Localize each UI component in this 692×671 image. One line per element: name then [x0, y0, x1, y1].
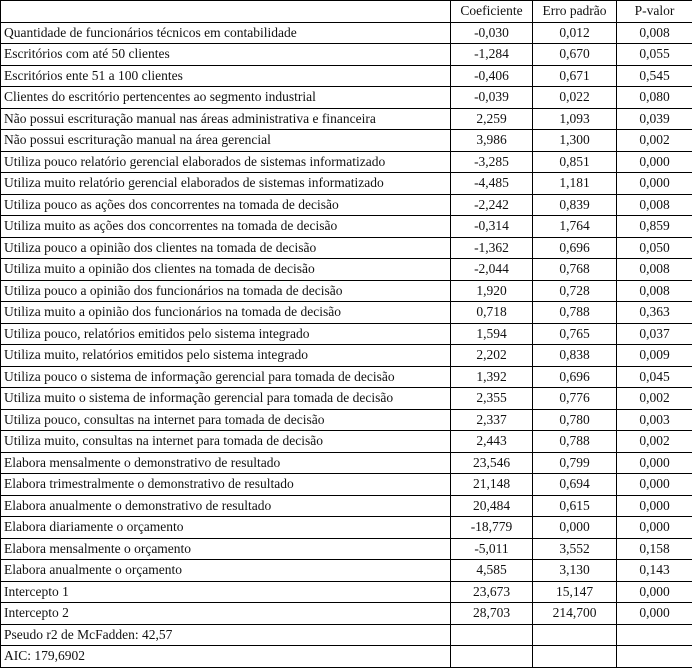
aic-note: AIC: 179,6902: [1, 646, 451, 668]
table-row: [1, 538, 692, 560]
erro-padrao-cell: 0,765: [533, 323, 617, 345]
table-row: [1, 302, 692, 324]
erro-padrao-cell: 0,696: [533, 366, 617, 388]
table-row: [1, 517, 692, 539]
p-valor-cell: 0,039: [617, 108, 692, 130]
header-p-valor: P-valor: [617, 1, 692, 23]
p-valor-cell: 0,008: [617, 280, 692, 302]
table-row: [1, 44, 692, 66]
p-valor-cell: 0,000: [617, 452, 692, 474]
table-row: [1, 237, 692, 259]
coeficiente-cell: 23,546: [451, 452, 533, 474]
p-valor-cell: 0,045: [617, 366, 692, 388]
table-row: [1, 216, 692, 238]
coeficiente-cell: 2,443: [451, 431, 533, 453]
coeficiente-cell: -0,314: [451, 216, 533, 238]
erro-padrao-cell: 0,799: [533, 452, 617, 474]
p-valor-cell: 0,000: [617, 173, 692, 195]
variable-cell: Utiliza pouco a opinião dos funcionários na tomada de decisão: [1, 280, 451, 302]
coeficiente-cell: 1,392: [451, 366, 533, 388]
coeficiente-cell: 1,920: [451, 280, 533, 302]
coeficiente-cell: 2,202: [451, 345, 533, 367]
p-valor-cell: 0,545: [617, 65, 692, 87]
erro-padrao-cell: 0,839: [533, 194, 617, 216]
coeficiente-cell: -1,362: [451, 237, 533, 259]
variable-cell: Intercepto 2: [1, 603, 451, 625]
p-valor-cell: 0,000: [617, 603, 692, 625]
coeficiente-cell: 20,484: [451, 495, 533, 517]
coeficiente-cell: 21,148: [451, 474, 533, 496]
variable-cell: Elabora trimestralmente o demonstrativo de resultado: [1, 474, 451, 496]
variable-cell: Utiliza pouco, relatórios emitidos pelo sistema integrado: [1, 323, 451, 345]
coeficiente-cell: 4,585: [451, 560, 533, 582]
coeficiente-cell: 3,986: [451, 130, 533, 152]
coeficiente-cell: -2,242: [451, 194, 533, 216]
variable-cell: Utiliza muito, consultas na internet para tomada de decisão: [1, 431, 451, 453]
erro-padrao-cell: 0,728: [533, 280, 617, 302]
coeficiente-cell: 2,355: [451, 388, 533, 410]
coeficiente-cell: -0,039: [451, 87, 533, 109]
empty-cell: [451, 646, 533, 668]
erro-padrao-cell: 0,022: [533, 87, 617, 109]
table-row: [1, 409, 692, 431]
table-row: [1, 560, 692, 582]
empty-cell: [451, 624, 533, 646]
variable-cell: Utiliza pouco a opinião dos clientes na tomada de decisão: [1, 237, 451, 259]
erro-padrao-cell: 1,764: [533, 216, 617, 238]
footer-row: [1, 646, 692, 668]
p-valor-cell: 0,000: [617, 581, 692, 603]
erro-padrao-cell: 0,838: [533, 345, 617, 367]
erro-padrao-cell: 0,670: [533, 44, 617, 66]
variable-cell: Quantidade de funcionários técnicos em contabilidade: [1, 22, 451, 44]
erro-padrao-cell: 0,012: [533, 22, 617, 44]
p-valor-cell: 0,050: [617, 237, 692, 259]
erro-padrao-cell: 0,671: [533, 65, 617, 87]
p-valor-cell: 0,000: [617, 495, 692, 517]
variable-cell: Clientes do escritório pertencentes ao segmento industrial: [1, 87, 451, 109]
table-row: [1, 366, 692, 388]
p-valor-cell: 0,000: [617, 474, 692, 496]
p-valor-cell: 0,002: [617, 130, 692, 152]
table-row: [1, 65, 692, 87]
pseudo-r2-note: Pseudo r2 de McFadden: 42,57: [1, 624, 451, 646]
table-row: [1, 495, 692, 517]
erro-padrao-cell: 1,093: [533, 108, 617, 130]
table-row: [1, 345, 692, 367]
header-row: [1, 1, 692, 23]
p-valor-cell: 0,055: [617, 44, 692, 66]
variable-cell: Utiliza pouco relatório gerencial elaborados de sistemas informatizado: [1, 151, 451, 173]
erro-padrao-cell: 3,130: [533, 560, 617, 582]
table-row: [1, 108, 692, 130]
coeficiente-cell: -5,011: [451, 538, 533, 560]
variable-cell: Não possui escrituração manual nas áreas administrativa e financeira: [1, 108, 451, 130]
variable-cell: Utiliza pouco o sistema de informação gerencial para tomada de decisão: [1, 366, 451, 388]
variable-cell: Utiliza muito relatório gerencial elaborados de sistemas informatizado: [1, 173, 451, 195]
p-valor-cell: 0,008: [617, 22, 692, 44]
erro-padrao-cell: 0,768: [533, 259, 617, 281]
variable-cell: Escritórios ente 51 a 100 clientes: [1, 65, 451, 87]
footer-row: [1, 624, 692, 646]
header-coeficiente: Coeficiente: [451, 1, 533, 23]
p-valor-cell: 0,000: [617, 517, 692, 539]
p-valor-cell: 0,000: [617, 151, 692, 173]
coeficiente-cell: 1,594: [451, 323, 533, 345]
erro-padrao-cell: 15,147: [533, 581, 617, 603]
erro-padrao-cell: 0,776: [533, 388, 617, 410]
erro-padrao-cell: 0,851: [533, 151, 617, 173]
table-row: [1, 151, 692, 173]
variable-cell: Utiliza pouco, consultas na internet para tomada de decisão: [1, 409, 451, 431]
table-row: [1, 452, 692, 474]
table-row: [1, 22, 692, 44]
empty-cell: [617, 646, 692, 668]
variable-cell: Utiliza muito a opinião dos clientes na tomada de decisão: [1, 259, 451, 281]
p-valor-cell: 0,003: [617, 409, 692, 431]
coeficiente-cell: -3,285: [451, 151, 533, 173]
table-row: [1, 323, 692, 345]
table-row: [1, 130, 692, 152]
coeficiente-cell: -1,284: [451, 44, 533, 66]
p-valor-cell: 0,002: [617, 431, 692, 453]
variable-cell: Utiliza muito as ações dos concorrentes na tomada de decisão: [1, 216, 451, 238]
header-erro-padrao: Erro padrão: [533, 1, 617, 23]
erro-padrao-cell: 0,694: [533, 474, 617, 496]
empty-cell: [533, 624, 617, 646]
empty-cell: [533, 646, 617, 668]
table-row: [1, 194, 692, 216]
erro-padrao-cell: 0,696: [533, 237, 617, 259]
coeficiente-cell: -18,779: [451, 517, 533, 539]
coeficiente-cell: 23,673: [451, 581, 533, 603]
p-valor-cell: 0,009: [617, 345, 692, 367]
table-row: [1, 581, 692, 603]
variable-cell: Elabora mensalmente o demonstrativo de resultado: [1, 452, 451, 474]
erro-padrao-cell: 1,300: [533, 130, 617, 152]
coeficiente-cell: -2,044: [451, 259, 533, 281]
table-row: [1, 259, 692, 281]
erro-padrao-cell: 0,788: [533, 302, 617, 324]
erro-padrao-cell: 0,788: [533, 431, 617, 453]
erro-padrao-cell: 214,700: [533, 603, 617, 625]
p-valor-cell: 0,037: [617, 323, 692, 345]
p-valor-cell: 0,080: [617, 87, 692, 109]
variable-cell: Utiliza muito, relatórios emitidos pelo sistema integrado: [1, 345, 451, 367]
table-row: [1, 173, 692, 195]
table-row: [1, 474, 692, 496]
variable-cell: Escritórios com até 50 clientes: [1, 44, 451, 66]
coeficiente-cell: -0,030: [451, 22, 533, 44]
coeficiente-cell: -0,406: [451, 65, 533, 87]
variable-cell: Elabora diariamente o orçamento: [1, 517, 451, 539]
p-valor-cell: 0,859: [617, 216, 692, 238]
variable-cell: Elabora anualmente o orçamento: [1, 560, 451, 582]
p-valor-cell: 0,363: [617, 302, 692, 324]
erro-padrao-cell: 0,000: [533, 517, 617, 539]
variable-cell: Elabora mensalmente o orçamento: [1, 538, 451, 560]
table-row: [1, 388, 692, 410]
empty-cell: [617, 624, 692, 646]
p-valor-cell: 0,002: [617, 388, 692, 410]
variable-cell: Utiliza muito o sistema de informação gerencial para tomada de decisão: [1, 388, 451, 410]
erro-padrao-cell: 0,615: [533, 495, 617, 517]
p-valor-cell: 0,143: [617, 560, 692, 582]
coeficiente-cell: 28,703: [451, 603, 533, 625]
coeficiente-cell: 0,718: [451, 302, 533, 324]
erro-padrao-cell: 1,181: [533, 173, 617, 195]
erro-padrao-cell: 3,552: [533, 538, 617, 560]
coeficiente-cell: 2,259: [451, 108, 533, 130]
p-valor-cell: 0,008: [617, 194, 692, 216]
header-variable: [1, 1, 451, 23]
erro-padrao-cell: 0,780: [533, 409, 617, 431]
variable-cell: Não possui escrituração manual na área gerencial: [1, 130, 451, 152]
p-valor-cell: 0,008: [617, 259, 692, 281]
table-row: [1, 431, 692, 453]
variable-cell: Utiliza pouco as ações dos concorrentes na tomada de decisão: [1, 194, 451, 216]
table-row: [1, 603, 692, 625]
coeficiente-cell: 2,337: [451, 409, 533, 431]
variable-cell: Intercepto 1: [1, 581, 451, 603]
coeficiente-cell: -4,485: [451, 173, 533, 195]
p-valor-cell: 0,158: [617, 538, 692, 560]
variable-cell: Elabora anualmente o demonstrativo de resultado: [1, 495, 451, 517]
table-row: [1, 87, 692, 109]
table-row: [1, 280, 692, 302]
variable-cell: Utiliza muito a opinião dos funcionários na tomada de decisão: [1, 302, 451, 324]
